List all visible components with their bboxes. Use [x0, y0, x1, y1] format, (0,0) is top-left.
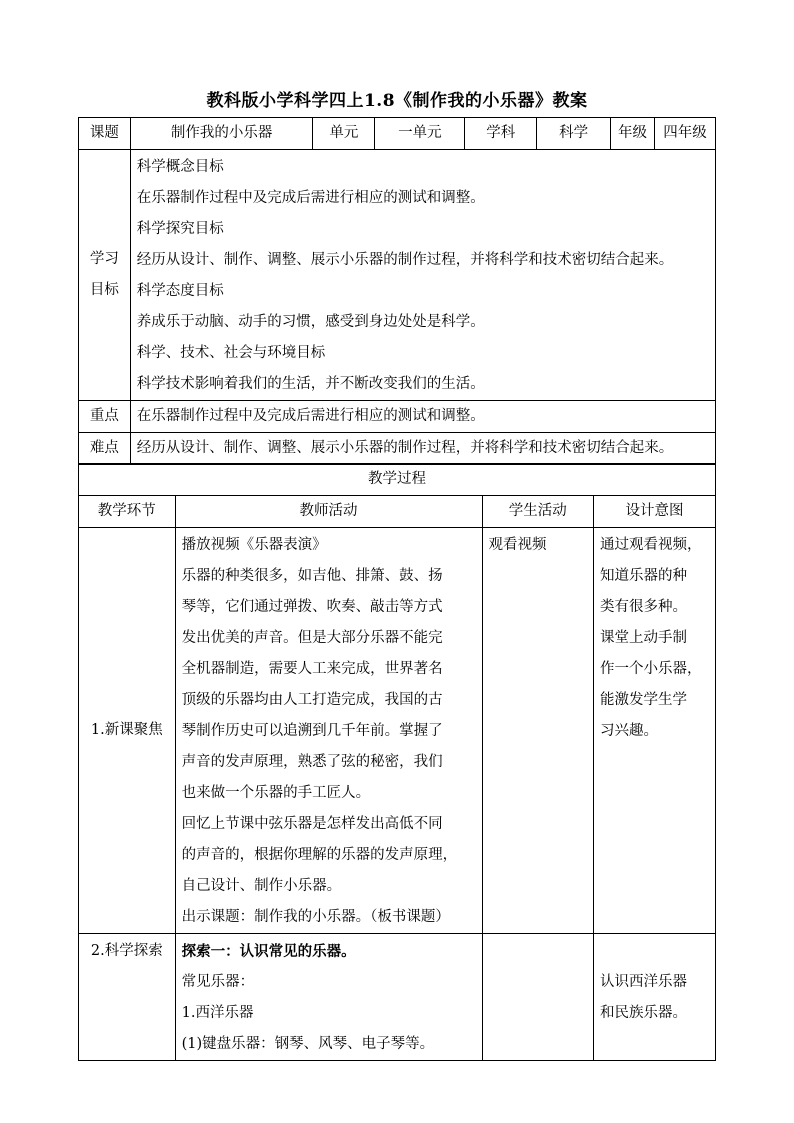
column-header-student: 学生活动: [482, 496, 594, 528]
teacher-line: 顶级的乐器均由人工打造完成，我国的古: [181, 692, 443, 708]
goal-line: 科学技术影响着我们的生活，并不断改变我们的生活。: [136, 376, 485, 392]
teacher-line: 乐器的种类很多，如吉他、排箫、鼓、扬: [181, 568, 443, 584]
goal-line: 养成乐于动脑、动手的习惯，感受到身边处处是科学。: [136, 314, 485, 330]
teacher-line: 琴制作历史可以追溯到几千年前。掌握了: [181, 723, 443, 739]
teacher-line: 声音的发声原理，熟悉了弦的秘密，我们: [181, 754, 443, 770]
teacher-line: 播放视频《乐器表演》: [181, 537, 327, 553]
column-header-stage: 教学环节: [79, 496, 176, 528]
goals-label-line2: 目标: [89, 282, 119, 298]
process-heading: 教学过程: [79, 464, 716, 496]
intent-line: 通过观看视频，: [600, 537, 702, 553]
difficulty-row: [79, 433, 716, 465]
document-title: 教科版小学科学四上1.8《制作我的小乐器》教案: [206, 91, 588, 111]
intent-line: 和民族乐器。: [600, 1005, 688, 1021]
student-activity-cell: [482, 934, 594, 1061]
unit-value: 一单元: [375, 118, 465, 150]
intent-line: 能激发学生学: [600, 692, 688, 708]
subject-value: 科学: [537, 118, 611, 150]
process-heading-row: [79, 464, 716, 496]
stage-cell: 1.新课聚焦: [79, 528, 176, 934]
key-point-label: 重点: [79, 401, 131, 433]
column-header-intent: 设计意图: [594, 496, 716, 528]
goal-line: 科学态度目标: [136, 283, 224, 299]
goal-line: 在乐器制作过程中及完成后需进行相应的测试和调整。: [136, 190, 485, 206]
grade-label: 年级: [611, 118, 655, 150]
teacher-line: 回忆上节课中弦乐器是怎样发出高低不同: [181, 816, 443, 832]
intent-line: 类有很多种。: [600, 599, 688, 615]
teacher-line: 常见乐器：: [181, 974, 255, 990]
column-header-teacher: 教师活动: [175, 496, 482, 528]
teacher-line: 全机器制造，需要人工来完成，世界著名: [181, 661, 443, 677]
grade-value: 四年级: [655, 118, 716, 150]
goals-label-line1: 学习: [89, 251, 119, 267]
goal-line: 科学探究目标: [136, 221, 224, 237]
teacher-line: 的声音的，根据你理解的乐器的发声原理，: [181, 847, 458, 863]
design-intent-cell: [594, 528, 716, 934]
student-activity-cell: 观看视频: [482, 528, 594, 934]
table-row: [79, 934, 716, 1061]
intent-line: 知道乐器的种: [600, 568, 688, 584]
course-label: 课题: [79, 118, 131, 150]
teacher-line: 出示课题：制作我的小乐器。（板书课题）: [181, 909, 450, 925]
teacher-activity-cell: [175, 934, 482, 1061]
process-columns-row: [79, 496, 716, 528]
subject-label: 学科: [465, 118, 537, 150]
intent-line: 习兴趣。: [600, 723, 659, 739]
goals-content: [130, 150, 715, 401]
difficulty-text: 经历从设计、制作、调整、展示小乐器的制作过程，并将科学和技术密切结合起来。: [130, 433, 715, 465]
intent-line: 作一个小乐器，: [600, 661, 702, 677]
goal-line: 科学、技术、社会与环境目标: [136, 345, 326, 361]
difficulty-label: 难点: [79, 433, 131, 465]
teacher-line: 1.西洋乐器: [181, 1005, 254, 1021]
teacher-line: 自己设计、制作小乐器。: [181, 878, 342, 894]
teaching-process-table: [78, 463, 716, 1061]
intent-line: 认识西洋乐器: [600, 974, 688, 990]
goal-line: 科学概念目标: [136, 159, 224, 175]
teacher-line: 也来做一个乐器的手工匠人。: [181, 785, 371, 801]
key-point-text: 在乐器制作过程中及完成后需进行相应的测试和调整。: [130, 401, 715, 433]
key-point-row: [79, 401, 716, 433]
goals-row: [79, 150, 716, 401]
stage-cell: 2.科学探索: [79, 934, 176, 1061]
goals-label: [79, 150, 131, 401]
teacher-line: 琴等，它们通过弹拨、吹奏、敲击等方式: [181, 599, 443, 615]
goal-line: 经历从设计、制作、调整、展示小乐器的制作过程，并将科学和技术密切结合起来。: [136, 252, 674, 268]
teacher-line: (1)键盘乐器：钢琴、风琴、电子琴等。: [181, 1036, 435, 1052]
intent-line: 课堂上动手制: [600, 630, 688, 646]
lesson-info-table: [78, 117, 716, 465]
header-row: [79, 118, 716, 150]
design-intent-cell: [594, 934, 716, 1061]
teacher-activity-cell: [175, 528, 482, 934]
explore-heading: 探索一：认识常见的乐器。: [181, 943, 356, 960]
unit-label: 单元: [313, 118, 375, 150]
intent-line: [600, 936, 709, 967]
course-value: 制作我的小乐器: [130, 118, 313, 150]
table-row: [79, 528, 716, 934]
teacher-line: 发出优美的声音。但是大部分乐器不能完: [181, 630, 443, 646]
